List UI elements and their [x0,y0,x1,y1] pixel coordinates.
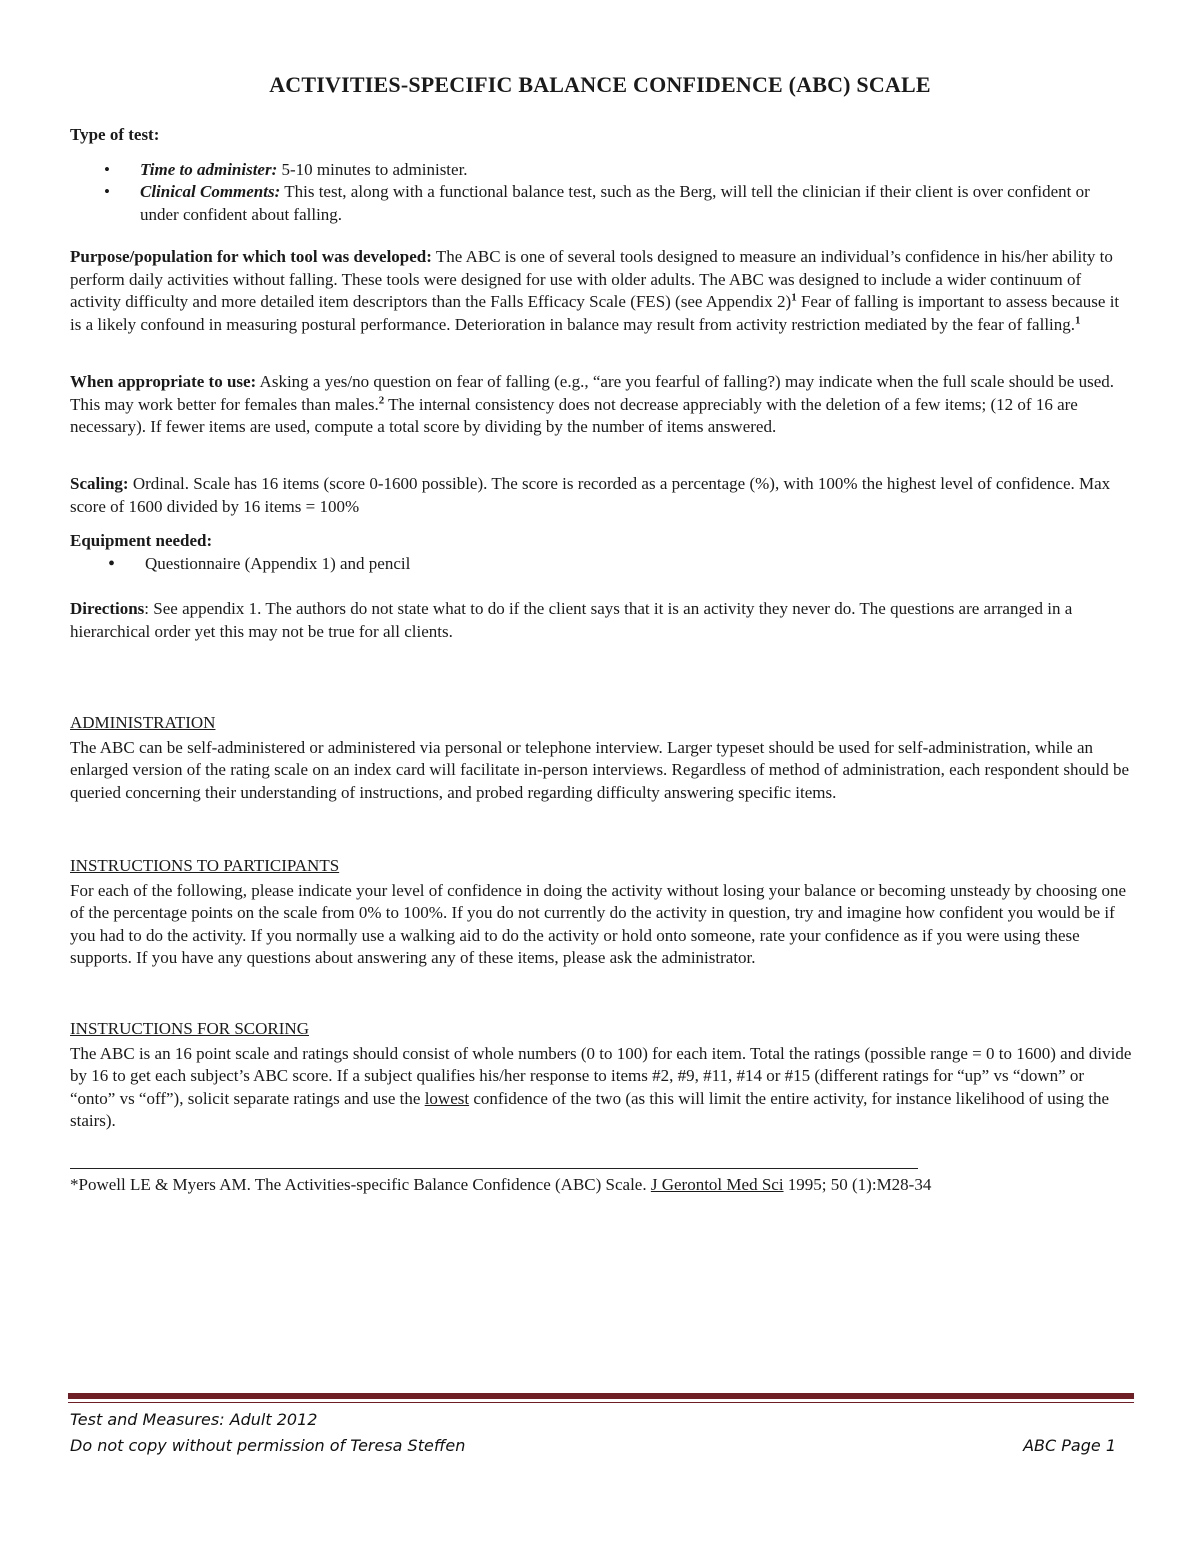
type-of-test-heading: Type of test: [70,125,160,144]
reference-citation [70,1174,1132,1197]
instructions-scoring-text-continued: confidence of the two (as this will limit the entire activity, for instance likelihood of using the stairs). [70,1088,1110,1130]
when-section [70,371,1132,439]
instructions-participants-text: For each of the following, please indicate your level of confidence in doing the activity without losing your balance or becoming unsteady by choosing one of the percentage points on the scale from 0% to 100%. If you do not currently do the activity in question, try and imagine how confident you would be if you had to do the activity. If you normally use a walking aid to do the activity or hold onto someone, rate your confidence as if you were using these supports. If you have any questions about answering any of these items, please ask the administrator. [70,880,1127,967]
list-item-label: Clinical Comments: [140,182,281,201]
when-text-continued: The internal consistency does not decrease appreciably with the deletion of a few items; (12 of 16 are necessary). If fewer items are used, compute a total score by dividing by the number of items answered. [70,394,1078,436]
list-item [70,553,1132,576]
instructions-participants-section [70,855,1132,970]
type-of-test-section [70,124,1132,226]
list-item-text: 5-10 minutes to administer. [277,159,468,179]
instructions-scoring-heading: INSTRUCTIONS FOR SCORING [70,1019,309,1038]
footer-thin-line [68,1402,1134,1403]
footnote-ref: 2 [378,393,385,406]
administration-text: The ABC can be self-administered or administered via personal or telephone interview. Larger typeset should be used for self-administration, while an enlarged version of the rating scale on an index card will facilitate in-person interviews. Regardless of method of administration, each respondent should be queried concerning their understanding of instructions, and probed regarding difficulty answering specific items. [70,737,1130,802]
journal-name: J Gerontol Med Sci [650,1175,784,1194]
lowest-emphasis: lowest [424,1088,470,1108]
reference-details: 1995; 50 (1):M28-34 [783,1175,932,1194]
type-of-test-list [70,159,1132,227]
equipment-label: Equipment needed: [70,531,213,550]
equipment-item: Questionnaire (Appendix 1) and pencil [145,553,411,573]
administration-heading: ADMINISTRATION [70,713,216,732]
scaling-text: Ordinal. Scale has 16 items (score 0-1600 possible). The score is recorded as a percentage (%), with 100% the highest level of confidence. Max score of 1600 divided by 16 items = 100% [70,474,1111,516]
footer-line-1: Test and Measures: Adult 2012 [70,1410,318,1429]
directions-section [70,598,1132,643]
purpose-label: Purpose/population for which tool was developed: [70,247,432,266]
footnote-ref: 1 [1075,313,1081,326]
purpose-section [70,246,1132,336]
instructions-scoring-section [70,1018,1132,1133]
footer-line-2 [70,1435,1116,1458]
bullet-icon: • [104,159,110,179]
scaling-section [70,473,1132,518]
reference-text: *Powell LE & Myers AM. The Activities-specific Balance Confidence (ABC) Scale. [70,1175,651,1194]
instructions-participants-heading: INSTRUCTIONS TO PARTICIPANTS [70,856,340,875]
footnote-divider [70,1168,918,1169]
directions-label: Directions [70,599,145,618]
directions-text: : See appendix 1. The authors do not state what to do if the client says that it is an activity they never do. The questions are arranged in a hierarchical order yet this may not be true for all clients. [70,599,1073,641]
list-item-text: This test, along with a functional balance test, such as the Berg, will tell the clinician if their client is over confident or under confident about falling. [140,182,1090,224]
when-text: Asking a yes/no question on fear of falling (e.g., “are you fearful of falling?) may indicate when the full scale should be used. This may work better for females than males. [70,372,1114,414]
footer-bar [68,1393,1134,1399]
when-label: When appropriate to use: [70,372,257,391]
scaling-label: Scaling: [70,474,129,493]
footer-copyright: Do not copy without permission of Teresa Steffen [70,1436,466,1455]
instructions-scoring-text: The ABC is an 16 point scale and ratings should consist of whole numbers (0 to 100) for each item. Total the ratings (possible range = 0 to 1600) and divide by 16 to get each subject’s ABC score. If a subject qualifies his/her response to items #2, #9, #11, #14 or #15 (different ratings for “up” vs “down” or “onto” vs “off”), solicit separate ratings and use the [70,1043,1132,1108]
equipment-list [70,553,1132,576]
list-item [70,159,1132,182]
list-item-label: Time to administer: [140,159,278,179]
purpose-text-continued: Fear of falling is important to assess because it is a likely confound in measuring postural performance. Deterioration in balance may result from activity restriction mediated by the fear of falling. [70,292,1120,334]
bullet-icon: • [108,552,116,575]
page-number: ABC Page 1 [1023,1436,1116,1455]
equipment-section [70,530,1132,575]
bullet-icon: • [104,182,110,201]
footnote-ref: 1 [791,291,797,304]
list-item [70,181,1132,226]
purpose-text: The ABC is one of several tools designed to measure an individual’s confidence in his/her ability to perform daily activities without falling. These tools were designed for use with older adults. The ABC was designed to include a wider continuum of activity difficulty and more detailed item descriptors than the Falls Efficacy Scale (FES) (see Appendix 2) [70,247,1113,311]
administration-section [70,712,1132,804]
page-title: ACTIVITIES-SPECIFIC BALANCE CONFIDENCE (ABC) SCALE [269,72,931,97]
